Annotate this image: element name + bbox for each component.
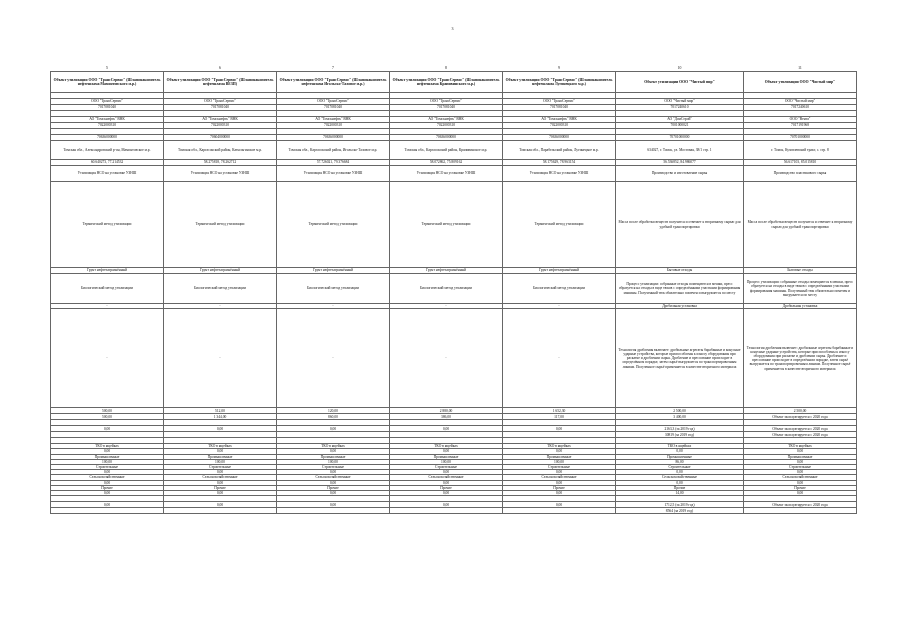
category-value-cell: 0,00 (616, 470, 744, 475)
oktmo-cell: 70636000000 (503, 135, 616, 141)
capacity-actual-cell: 1 344,00 (164, 414, 277, 420)
operator-cell: ООО "ТрансСервис" (164, 99, 277, 105)
category-value-cell: 0,00 (390, 449, 503, 454)
final-cell: 0,00 (503, 502, 616, 508)
coordinates-cell: 60.640273, 77.214532 (51, 160, 164, 166)
process-row (51, 309, 857, 408)
column-number-cell: 7 (277, 66, 390, 72)
category-value-cell: 0,00 (164, 449, 277, 454)
category-label-cell: Сельскохозяйственные (390, 475, 503, 480)
equipment-cell: Дробильная установка (616, 304, 744, 309)
category-value-cell: 0,00 (503, 491, 616, 496)
address-row (51, 141, 857, 160)
process-cell: Технология дробления включает: дробильные агрегаты барабанные и конусные ударные устройства, которые приспособлены к износу оборудования при раскатке и дроблении сырья. Дробление и прессование происходит в определённом порядке, затем сырьё выгружается по транспортировочным линиям. Полученное сырьё применяется в качестве вторичного материала (744, 309, 857, 408)
address-cell: Томская обл., Парабельский район, Лугинецкое м.р. (503, 141, 616, 160)
final-cell: Объект эксплуатируется с 2020 года (744, 502, 857, 508)
facility-header-cell: Объект утилизации ООО "ТрансСервис" (Шламонакопитель нефтешлама Крапивинского м.р.) (390, 72, 503, 93)
final-extra-row (51, 508, 857, 514)
category-label-cell: Прочие (503, 485, 616, 490)
final-cell: 0,00 (277, 502, 390, 508)
category-value-cell: 0,00 (390, 491, 503, 496)
capacity-design-cell: 1 652,30 (503, 408, 616, 414)
category-label-cell: Прочие (164, 485, 277, 490)
coordinates-cell: 56.617103, 85.015810 (744, 160, 857, 166)
owner-cell: АО "Томскнефть" ВНК (390, 117, 503, 123)
category-value-cell: 0,00 (503, 470, 616, 475)
owner-cell: АО "Томскнефть" ВНК (277, 117, 390, 123)
capacity-design-cell: 2 500,00 (744, 408, 857, 414)
column-number-cell: 9 (503, 66, 616, 72)
oktmo-cell: 70701000000 (744, 135, 857, 141)
category-label-cell: Промышленные (277, 454, 390, 459)
technology-cell: Биологический метод утилизации (164, 274, 277, 304)
category-label-cell: ТКО в ящейках (277, 444, 390, 449)
category-value-cell: 0,00 (744, 480, 857, 485)
group-cell: Грунт нефтезагрязнённый (164, 268, 277, 274)
method-cell: Термический метод утилизации (503, 182, 616, 268)
group-cell: Грунт нефтезагрязнённый (51, 268, 164, 274)
method-cell: Масса после обработки веществ получится и отвечает к вторичному сырью для удобной транспортировки (744, 182, 857, 268)
category-label-cell: Строительные (277, 465, 390, 470)
column-number-cell: 6 (164, 66, 277, 72)
equipment-cell: - (164, 304, 277, 309)
final-extra-cell (277, 508, 390, 514)
operator-inn-cell: 7017240610 (744, 105, 857, 111)
category-label-cell: Промышленные (616, 454, 744, 459)
owner-cell: ООО "Вента" (744, 117, 857, 123)
owner-cell: АО "Томскнефть" ВНК (503, 117, 616, 123)
category-value-cell: 0,00 (277, 449, 390, 454)
waste-facilities-table (50, 66, 857, 514)
column-number-cell: 8 (390, 66, 503, 72)
category-label-cell: Промышленные (164, 454, 277, 459)
method-cell: Масса после обработки веществ получится и отвечает к вторичному сырью для удобной транспортировки (616, 182, 744, 268)
oktmo-cell: 70636000000 (277, 135, 390, 141)
category-label-cell: ТКО в ящейках (51, 444, 164, 449)
owner-inn-cell: 7022000310 (164, 123, 277, 129)
process-cell: - (164, 309, 277, 408)
category-value-cell: 100,00 (164, 459, 277, 464)
category-label-cell: Промышленные (51, 454, 164, 459)
category-value-cell: 14,00 (616, 491, 744, 496)
category-label-cell: Сельскохозяйственные (616, 475, 744, 480)
final-extra-cell (503, 508, 616, 514)
technology-cell: Биологический метод утилизации (277, 274, 390, 304)
equipment-cell: - (503, 304, 616, 309)
category-value-cell: 100,00 (277, 459, 390, 464)
final-extra-cell (744, 508, 857, 514)
process-cell: - (503, 309, 616, 408)
address-cell: Томская обл., Каргасокский район, Катыльгинское м.р. (164, 141, 277, 160)
category-label-cell: Строительные (390, 465, 503, 470)
address-cell: 634027, г. Томск, ул. Мостовая, 38/1 стр. 1 (616, 141, 744, 160)
category-label-cell: Строительные (616, 465, 744, 470)
category-value-cell: 0,00 (277, 470, 390, 475)
capacity-actual-cell: 860,00 (277, 414, 390, 420)
category-value-cell: 0,00 (164, 470, 277, 475)
group-cell: Грунт нефтезагрязнённый (503, 268, 616, 274)
remaining-extra-cell: Объект эксплуатируется с 2020 года (744, 432, 857, 438)
equipment-cell: - (277, 304, 390, 309)
technology-cell: Биологический метод утилизации (51, 274, 164, 304)
remaining-cell: 2163,3 (за 2019 год) (616, 426, 744, 432)
final-extra-cell (390, 508, 503, 514)
page-number: 3 (451, 26, 454, 31)
category-label-cell: Строительные (164, 465, 277, 470)
group-cell: Грунт нефтезагрязнённый (277, 268, 390, 274)
purpose-cell: Утилизация НСО на установке УЗНШ (277, 166, 390, 182)
column-number-cell: 5 (51, 66, 164, 72)
address-cell: г. Томск, Кузовлевский тракт, с. стр. 8 (744, 141, 857, 160)
owner-inn-cell: 7022000310 (277, 123, 390, 129)
category-label-cell: Прочие (744, 485, 857, 490)
category-label-cell: ТКО в ящейках (616, 444, 744, 449)
facility-header-cell: Объект утилизации ООО "Чистый мир" (616, 72, 744, 93)
technology-cell: Биологический метод утилизации (390, 274, 503, 304)
oktmo-cell: 70636000000 (51, 135, 164, 141)
category-label-cell: ТКО в ящейках (164, 444, 277, 449)
address-cell: Томская обл., Каргасокский район, Крапивинское м.р. (390, 141, 503, 160)
purpose-cell: Утилизация НСО на установке УЗНШ (503, 166, 616, 182)
owner-cell: АО "Томскнефть" ВНК (164, 117, 277, 123)
purpose-cell: Производство пластикового сырья (744, 166, 857, 182)
capacity-design-cell: 500,00 (51, 408, 164, 414)
method-row (51, 182, 857, 268)
category-label-cell: Сельскохозяйственные (744, 475, 857, 480)
owner-cell: АО "Томскнефть" ВНК (51, 117, 164, 123)
equipment-cell: - (51, 304, 164, 309)
category-value-cell: 86,00 (616, 459, 744, 464)
category-value-cell: 0,00 (744, 470, 857, 475)
owner-inn-cell: 7017191968 (744, 123, 857, 129)
process-cell: - (390, 309, 503, 408)
remaining-cell: 0,00 (51, 426, 164, 432)
capacity-actual-cell: Объект эксплуатируется с 2020 года (744, 414, 857, 420)
final-cell: 1712,5 (за 2019 год) (616, 502, 744, 508)
category-label-cell: Строительные (744, 465, 857, 470)
purpose-cell: Утилизация НСО на установке УЗНШ (51, 166, 164, 182)
category-label-cell: Сельскохозяйственные (503, 475, 616, 480)
category-label-cell: Сельскохозяйственные (277, 475, 390, 480)
category-label-cell: Сельскохозяйственные (51, 475, 164, 480)
coordinates-cell: 56.536852, 84.986077 (616, 160, 744, 166)
method-cell: Термический метод утилизации (390, 182, 503, 268)
facility-header-cell: Объект утилизации ООО "Чистый мир" (744, 72, 857, 93)
purpose-cell: Утилизация НСО на установке УЗНШ (164, 166, 277, 182)
category-label-cell: Строительные (503, 465, 616, 470)
owner-inn-cell: 7001000021 (616, 123, 744, 129)
column-number-cell: 10 (616, 66, 744, 72)
method-cell: Термический метод утилизации (277, 182, 390, 268)
oktmo-cell: 70636000000 (390, 135, 503, 141)
category-value-cell: 0,00 (503, 449, 616, 454)
coordinates-cell: 58.072862, 75.809162 (390, 160, 503, 166)
remaining-cell: 0,00 (390, 426, 503, 432)
remaining-cell: 0,00 (164, 426, 277, 432)
group-cell: Бытовые отходы (616, 268, 744, 274)
operator-cell: ООО "Чистый мир" (744, 99, 857, 105)
remaining-cell: 0,00 (503, 426, 616, 432)
category-value-cell: 0,00 (390, 470, 503, 475)
address-cell: Томская обл., Каргасокский район, Игольско-Таловое м.р. (277, 141, 390, 160)
operator-cell: ООО "ТрансСервис" (503, 99, 616, 105)
purpose-cell: Утилизация НСО на установке УЗНШ (390, 166, 503, 182)
facility-header-cell: Объект утилизации ООО "ТрансСервис" (Шламонакопитель нефтешлама Игольско-Таловое м.р.) (277, 72, 390, 93)
operator-inn-cell: 7017081040 (51, 105, 164, 111)
category-value-cell: 100,00 (503, 459, 616, 464)
capacity-design-cell: 2 500,00 (616, 408, 744, 414)
category-label-cell: Прочие (390, 485, 503, 490)
category-value-cell: 0,00 (503, 480, 616, 485)
operator-inn-cell: 7017081040 (164, 105, 277, 111)
category-label-cell: Строительные (51, 465, 164, 470)
purpose-row (51, 166, 857, 182)
oktmo-cell: 70701000000 (616, 135, 744, 141)
capacity-design-cell: 120,00 (277, 408, 390, 414)
final-extra-cell (51, 508, 164, 514)
category-value-cell: 0,00 (51, 480, 164, 485)
category-value-cell: 0,00 (616, 480, 744, 485)
equipment-cell: - (390, 304, 503, 309)
category-value-cell: 0,00 (616, 449, 744, 454)
process-cell: - (277, 309, 390, 408)
category-label-cell: ТКО в ящейках (503, 444, 616, 449)
category-value-cell: 0,00 (51, 470, 164, 475)
owner-inn-cell: 7022000310 (51, 123, 164, 129)
category-value-cell: 0,00 (744, 491, 857, 496)
operator-inn-cell: 7017081040 (390, 105, 503, 111)
category-value-cell: 0,00 (51, 449, 164, 454)
coordinates-cell: 57.726021, 79.376684 (277, 160, 390, 166)
category-label-cell: Прочие (616, 485, 744, 490)
category-value-cell: 0,00 (277, 491, 390, 496)
category-label-cell: ТКО в ящейках (744, 444, 857, 449)
owner-inn-cell: 7022000310 (503, 123, 616, 129)
final-cell: 0,00 (390, 502, 503, 508)
oktmo-cell: 70604000000 (164, 135, 277, 141)
remaining-cell: 0,00 (277, 426, 390, 432)
operator-inn-cell: 7017081040 (503, 105, 616, 111)
technology-cell: Процесс утилизации: собранные отходы помещаются в мешки, пресс образуется на отходы в виде тюков с определёнными участками формирования машины. Полученный тюк обязательно помечен и выгружается по месту (616, 274, 744, 304)
category-label-cell: Промышленные (744, 454, 857, 459)
coordinates-cell: 58.175629, 78.963154 (503, 160, 616, 166)
final-cell: 0,00 (164, 502, 277, 508)
method-cell: Термический метод утилизации (51, 182, 164, 268)
capacity-actual-cell: 117,00 (503, 414, 616, 420)
purpose-cell: Производство и изготовление сырья (616, 166, 744, 182)
capacity-design-cell: 512,00 (164, 408, 277, 414)
owner-cell: АО "ДомСтрой" (616, 117, 744, 123)
final-cell: 0,00 (51, 502, 164, 508)
operator-inn-cell: 7017081040 (277, 105, 390, 111)
operator-cell: ООО "ТрансСервис" (51, 99, 164, 105)
remaining-cell: Объект эксплуатируется с 2020 года (744, 426, 857, 432)
category-label-cell: Сельскохозяйственные (164, 475, 277, 480)
group-cell: Грунт нефтезагрязнённый (390, 268, 503, 274)
registry-sheet (50, 66, 857, 514)
column-number-cell: 11 (744, 66, 857, 72)
process-cell: - (51, 309, 164, 408)
process-cell: Технология дробления включает: дробильные агрегаты барабанные и конусные ударные устройства, которые приспособлены к износу оборудования при раскатке и дроблении сырья. Дробление и прессование происходит в определённом порядке, затем сырьё выгружается по транспортировочным линиям. Полученное сырьё применяется в качестве вторичного материала (616, 309, 744, 408)
final-extra-cell (164, 508, 277, 514)
facility-header-row (51, 72, 857, 93)
category-value-cell: 0,00 (744, 459, 857, 464)
capacity-actual-cell: 500,00 (51, 414, 164, 420)
category-label-cell: ТКО в ящейках (390, 444, 503, 449)
category-value-cell: 0,00 (51, 491, 164, 496)
category-label-cell: Прочие (51, 485, 164, 490)
address-cell: Томская обл., Александровский р-он, Мамонтовское м.р. (51, 141, 164, 160)
category-value-cell: 0,00 (277, 480, 390, 485)
operator-cell: ООО "ТрансСервис" (277, 99, 390, 105)
technology-cell: Процесс утилизации: собранные отходы помещаются в мешки, пресс образуется на отходы в виде тюков с определёнными участками формирования машины. Полученный тюк обязательно помечен и выгружается по месту (744, 274, 857, 304)
capacity-actual-cell: 386,00 (390, 414, 503, 420)
technology-row (51, 274, 857, 304)
capacity-design-cell: 2 880,00 (390, 408, 503, 414)
facility-header-cell: Объект утилизации ООО "ТрансСервис" (Шламонакопитель нефтешлама ВЕЗП) (164, 72, 277, 93)
category-label-cell: Промышленные (503, 454, 616, 459)
method-cell: Термический метод утилизации (164, 182, 277, 268)
coordinates-cell: 58.275818, 78.262712 (164, 160, 277, 166)
remaining-extra-cell: 30819 (за 2019 год) (616, 432, 744, 438)
operator-inn-cell: 7017240610 (616, 105, 744, 111)
category-label-cell: Прочие (277, 485, 390, 490)
facility-header-cell: Объект утилизации ООО "ТрансСервис" (Шламонакопитель нефтешлама Мамонтовского м.р.) (51, 72, 164, 93)
owner-inn-cell: 7022000310 (390, 123, 503, 129)
category-value-cell: 100,00 (51, 459, 164, 464)
operator-cell: ООО "Чистый мир" (616, 99, 744, 105)
capacity-actual-cell: 3 400,00 (616, 414, 744, 420)
final-extra-cell: 8564 (за 2019 год) (616, 508, 744, 514)
category-value-cell: 0,00 (164, 491, 277, 496)
category-value-cell: 100,00 (390, 459, 503, 464)
group-cell: Бытовые отходы (744, 268, 857, 274)
technology-cell: Биологический метод утилизации (503, 274, 616, 304)
equipment-cell: Дробильная установка (744, 304, 857, 309)
category-value-cell: 0,00 (744, 449, 857, 454)
operator-cell: ООО "ТрансСервис" (390, 99, 503, 105)
facility-header-cell: Объект утилизации ООО "ТрансСервис" (Шламонакопитель нефтешлама Лугинецкого м.р.) (503, 72, 616, 93)
category-value-cell: 0,00 (164, 480, 277, 485)
category-label-cell: Промышленные (390, 454, 503, 459)
category-value-cell: 0,00 (390, 480, 503, 485)
